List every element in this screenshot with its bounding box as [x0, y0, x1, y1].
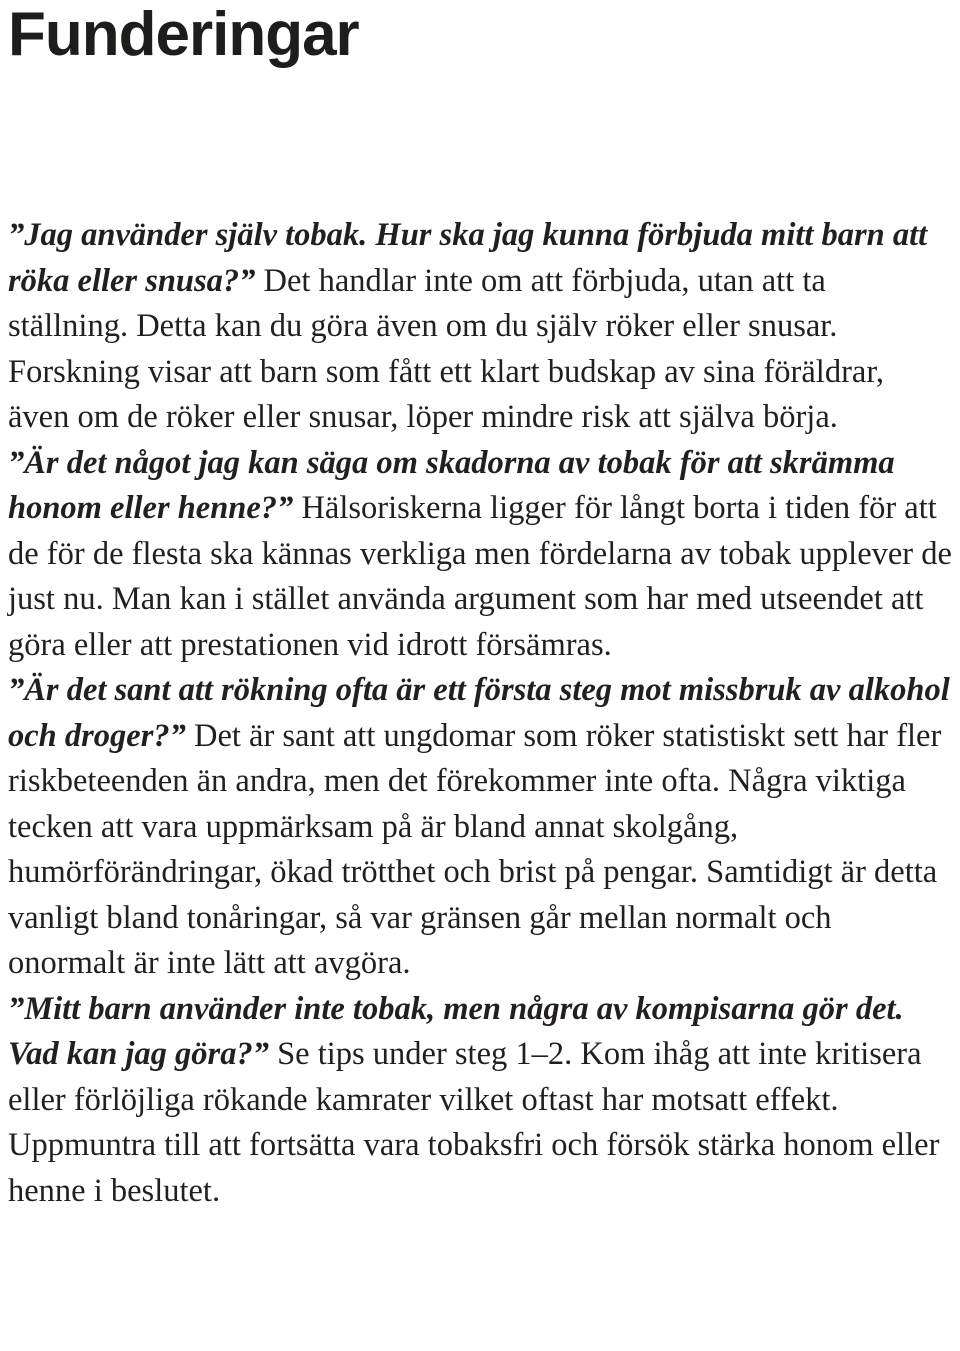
faq-answer: Hälsoriskerna ligger för långt borta i tiden för att de för de flesta ska kännas verkliga men fördelarna av tobak upplever de just nu. Man kan i stället använda argument som har med utseendet att göra eller att prestationen vid idrott försämras. — [8, 490, 952, 663]
faq-item — [8, 213, 953, 441]
faq-question: ”Jag använder själv tobak. Hur ska jag kunna förbjuda mitt barn att röka eller snusa?” — [8, 217, 928, 299]
document-page — [8, 0, 953, 1209]
faq-item — [8, 668, 953, 987]
faq-question: ”Mitt barn använder inte tobak, men några av kompisarna gör det. Vad kan jag göra?” — [8, 990, 904, 1072]
faq-answer: Det är sant att ungdomar som röker statistiskt sett har fler riskbeteenden än andra, men det förekommer inte ofta. Några viktiga tecken att vara uppmärksam på är bland annat skolgång, humörförändringar, ökad trötthet och brist på pengar. Samtidigt är detta vanligt bland tonåringar, så var gränsen går mellan normalt och onormalt är inte lätt att avgöra. — [8, 717, 942, 981]
faq-answer: Det handlar inte om att förbjuda, utan att ta ställning. Detta kan du göra även om du själv röker eller snusar. Forskning visar att barn som fått ett klart budskap av sina föräldrar, även om de röker eller snusar, löper mindre risk att själva börja. — [8, 262, 884, 435]
faq-question: ”Är det något jag kan säga om skadorna av tobak för att skrämma honom eller henne?” — [8, 444, 895, 526]
faq-answer: Se tips under steg 1–2. Kom ihåg att inte kritisera eller förlöjliga rökande kamrater vilket oftast har motsatt effekt. Uppmuntra till att fortsätta vara tobaksfri och försök stärka honom eller henne i beslutet. — [8, 1036, 940, 1209]
faq-body — [8, 213, 953, 1214]
faq-item — [8, 441, 953, 669]
faq-question: ”Är det sant att rökning ofta är ett första steg mot missbruk av alkohol och droger?” — [8, 672, 950, 754]
faq-item — [8, 987, 953, 1215]
page-title: Funderingar — [8, 0, 359, 69]
